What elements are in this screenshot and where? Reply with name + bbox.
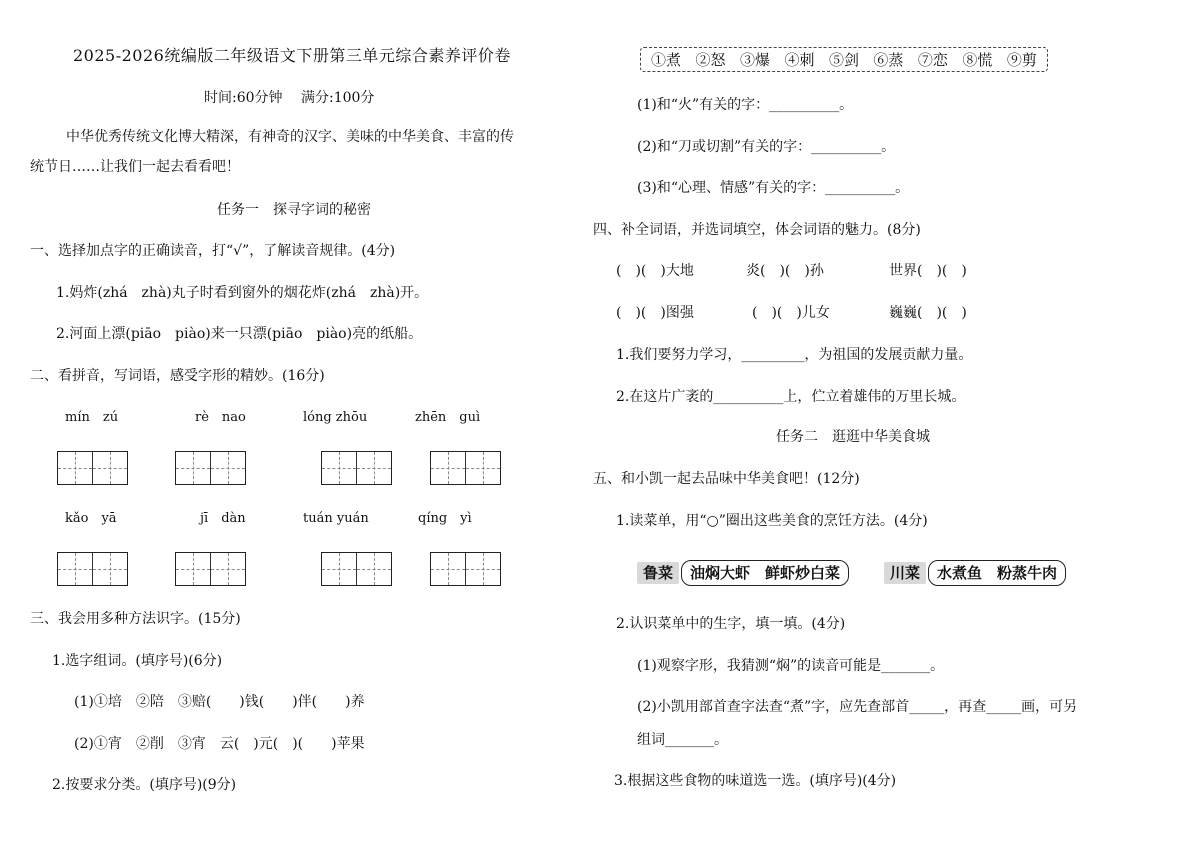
pinyin-label: zhēn guì bbox=[415, 410, 481, 425]
char-option: ⑥蒸 bbox=[873, 51, 904, 69]
idiom-blank: ( )( )儿女 bbox=[752, 305, 830, 321]
writing-grid[interactable] bbox=[321, 451, 392, 485]
pinyin-label: lóng zhōu bbox=[303, 410, 368, 425]
idiom-blank: 炎( )( )孙 bbox=[746, 263, 824, 279]
question-five-item-3: 3.根据这些食物的味道选一选。(填序号)(4分) bbox=[614, 773, 897, 789]
idiom-blank: 巍巍( )( ) bbox=[889, 305, 967, 321]
writing-grid[interactable] bbox=[430, 451, 501, 485]
question-two: 二、看拼音，写词语，感受字形的精妙。(16分) bbox=[30, 368, 325, 384]
character-options-box bbox=[640, 47, 1048, 72]
question-five-item-2c: 组词_______。 bbox=[637, 732, 728, 748]
menu-label: 鲁菜 bbox=[637, 562, 679, 584]
char-option: ⑧慌 bbox=[962, 51, 993, 69]
char-option: ④刺 bbox=[784, 51, 815, 69]
menu-items: 水煮鱼 粉蒸牛肉 bbox=[928, 560, 1066, 586]
pinyin-label: mín zú bbox=[65, 410, 119, 425]
pinyin-label: tuán yuán bbox=[303, 511, 369, 526]
question-one-item-2: 2.河面上漂(piāo piào)来一只漂(piāo piào)亮的纸船。 bbox=[56, 326, 423, 342]
menu-label: 川菜 bbox=[884, 562, 926, 584]
intro-line-2: 统节日……让我们一起去看看吧！ bbox=[30, 159, 240, 175]
question-three-part-2: 2.按要求分类。(填序号)(9分) bbox=[52, 777, 237, 793]
question-five-item-1: 1.读菜单，用“○”圈出这些美食的烹饪方法。(4分) bbox=[616, 513, 928, 529]
question-three-part-1b: (2)①宵 ②削 ③宵 云( )元( )( )苹果 bbox=[74, 736, 365, 752]
char-option: ③爆 bbox=[739, 51, 770, 69]
question-three-part-1a: (1)①培 ②陪 ③赔( )钱( )伴( )养 bbox=[74, 694, 365, 710]
writing-grid[interactable] bbox=[430, 552, 501, 586]
task-one-heading: 任务一 探寻字词的秘密 bbox=[217, 202, 371, 218]
menu-chuan-cuisine bbox=[884, 559, 1066, 587]
char-option: ⑨剪 bbox=[1006, 51, 1037, 69]
intro-line-1: 中华优秀传统文化博大精深，有神奇的汉字、美味的中华美食、丰富的传 bbox=[66, 129, 514, 145]
char-option: ⑤剑 bbox=[828, 51, 859, 69]
time-score-line: 时间:60分钟 满分:100分 bbox=[204, 90, 375, 106]
classify-fire: (1)和“火”有关的字：__________。 bbox=[637, 97, 854, 113]
char-option: ⑦恋 bbox=[917, 51, 948, 69]
idiom-blank: ( )( )大地 bbox=[616, 263, 694, 279]
question-five-item-2: 2.认识菜单中的生字，填一填。(4分) bbox=[616, 616, 846, 632]
idiom-blank: ( )( )图强 bbox=[616, 305, 694, 321]
writing-grid[interactable] bbox=[175, 451, 246, 485]
menu-lu-cuisine bbox=[637, 559, 849, 587]
char-option: ①煮 bbox=[651, 51, 682, 69]
menu-items: 油焖大虾 鲜虾炒白菜 bbox=[681, 560, 849, 586]
writing-grid[interactable] bbox=[57, 552, 128, 586]
pinyin-label: rè nao bbox=[195, 410, 246, 425]
question-one-item-1: 1.妈炸(zhá zhà)丸子时看到窗外的烟花炸(zhá zhà)开。 bbox=[56, 285, 429, 301]
page-title: 2025-2026统编版二年级语文下册第三单元综合素养评价卷 bbox=[73, 46, 511, 65]
question-four-item-1: 1.我们要努力学习，_________，为祖国的发展贡献力量。 bbox=[616, 347, 973, 363]
question-four-item-2: 2.在这片广袤的__________上，伫立着雄伟的万里长城。 bbox=[616, 389, 966, 405]
classify-heart: (3)和“心理、情感”有关的字：__________。 bbox=[637, 180, 910, 196]
pinyin-label: jī dàn bbox=[200, 511, 246, 526]
task-two-heading: 任务二 逛逛中华美食城 bbox=[776, 429, 930, 445]
question-five: 五、和小凯一起去品味中华美食吧！(12分) bbox=[593, 471, 860, 487]
question-five-item-2a: (1)观察字形，我猜测“焖”的读音可能是_______。 bbox=[637, 658, 945, 674]
idiom-blank: 世界( )( ) bbox=[889, 263, 967, 279]
question-one: 一、选择加点字的正确读音，打“√”，了解读音规律。(4分) bbox=[30, 243, 396, 259]
writing-grid[interactable] bbox=[57, 451, 128, 485]
question-three: 三、我会用多种方法识字。(15分) bbox=[30, 611, 241, 627]
writing-grid[interactable] bbox=[321, 552, 392, 586]
writing-grid[interactable] bbox=[175, 552, 246, 586]
pinyin-label: kǎo yā bbox=[65, 511, 117, 526]
question-three-part-1: 1.选字组词。(填序号)(6分) bbox=[52, 653, 223, 669]
pinyin-label: qíng yì bbox=[418, 511, 472, 526]
char-option: ②怒 bbox=[695, 51, 726, 69]
classify-knife: (2)和“刀或切割”有关的字：__________。 bbox=[637, 139, 896, 155]
question-five-item-2b: (2)小凯用部首查字法查“煮”字，应先查部首_____，再查_____画，可另 bbox=[637, 699, 1078, 715]
question-four: 四、补全词语，并选词填空，体会词语的魅力。(8分) bbox=[593, 222, 921, 238]
